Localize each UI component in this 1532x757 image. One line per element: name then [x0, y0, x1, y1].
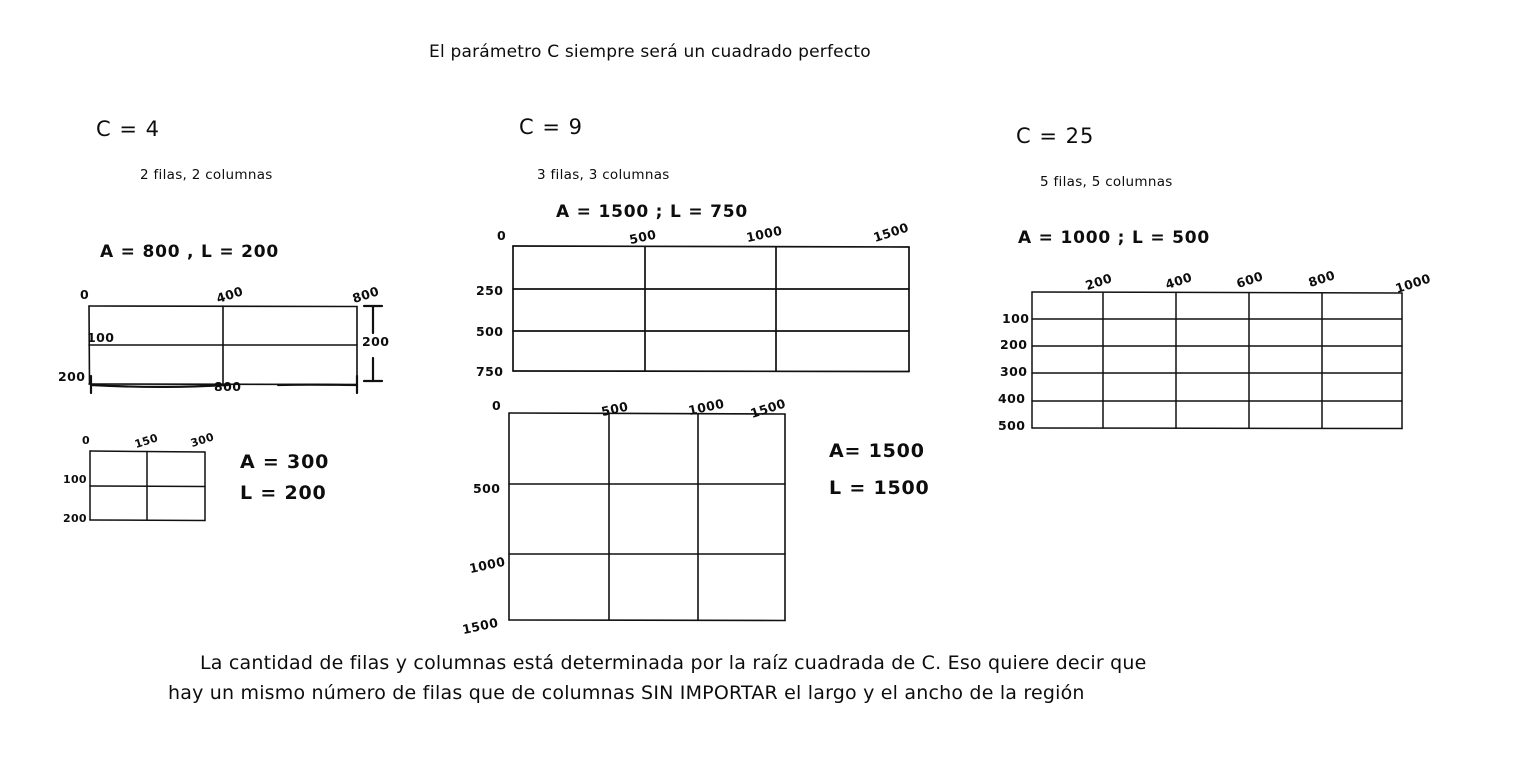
case-title-c25: C = 25 — [1016, 124, 1095, 148]
c4-ex2-ytick-2: 200 — [63, 512, 87, 525]
c4-ex1-xtick-2: 800 — [350, 283, 381, 306]
c9-ex2-xtick-1: 500 — [599, 398, 630, 419]
c25-ex1-dimensions-label: A = 1000 ; L = 500 — [1018, 228, 1210, 248]
grid-c25-example1 — [1031, 291, 1403, 431]
case-subtitle-c25: 5 filas, 5 columnas — [1040, 174, 1173, 190]
footer-line-1: La cantidad de filas y columnas está determinada por la raíz cuadrada de C. Eso quiere decir que — [200, 652, 1147, 674]
c4-ex2-xtick-1: 150 — [132, 431, 160, 451]
c4-ex1-dimensions-label: A = 800 , L = 200 — [100, 242, 280, 262]
case-title-c9: C = 9 — [519, 115, 583, 139]
c25-ex1-xtick-4: 800 — [1306, 267, 1337, 290]
c9-ex2-label-a: A= 1500 — [829, 440, 925, 462]
c4-ex1-ytick-2: 200 — [58, 369, 86, 384]
c25-ex1-xtick-2: 400 — [1163, 269, 1194, 292]
c9-ex2-xtick-2: 1000 — [686, 395, 726, 418]
c9-ex2-ytick-3: 1500 — [460, 614, 500, 637]
c4-ex2-label-a: A = 300 — [240, 451, 330, 473]
c4-ex1-xtick-1: 400 — [214, 283, 245, 306]
c25-ex1-ytick-2: 200 — [1000, 337, 1028, 352]
c9-ex2-ytick-2: 1000 — [467, 553, 507, 576]
c4-ex2-ytick-1: 100 — [63, 473, 87, 486]
c25-ex1-ytick-1: 100 — [1002, 311, 1030, 326]
case-subtitle-c4: 2 filas, 2 columnas — [140, 167, 273, 183]
case-title-c4: C = 4 — [96, 117, 160, 141]
c4-ex2-label-l: L = 200 — [240, 482, 327, 504]
c4-ex1-width-label: 800 — [214, 379, 242, 394]
grid-c4-example2 — [89, 450, 206, 522]
c9-ex1-xtick-2: 1000 — [744, 222, 784, 245]
case-subtitle-c9: 3 filas, 3 columnas — [537, 167, 670, 183]
c4-ex1-ytick-1: 100 — [87, 330, 115, 345]
grid-c9-example2 — [508, 412, 786, 622]
c9-ex1-xtick-1: 500 — [627, 226, 658, 247]
c9-ex1-xtick-0: 0 — [497, 228, 507, 243]
c25-ex1-ytick-3: 300 — [1000, 364, 1028, 379]
c9-ex2-label-l: L = 1500 — [829, 477, 930, 499]
footer-line-2: hay un mismo número de filas que de columnas SIN IMPORTAR el largo y el ancho de la región — [168, 682, 1085, 704]
c9-ex2-ytick-1: 500 — [473, 481, 501, 496]
c9-ex1-ytick-2: 500 — [476, 324, 504, 339]
c25-ex1-xtick-3: 600 — [1234, 268, 1265, 291]
c9-ex1-ytick-1: 250 — [476, 283, 504, 298]
c9-ex2-xtick-0: 0 — [492, 398, 502, 413]
c4-ex2-xtick-2: 300 — [188, 430, 216, 450]
c25-ex1-xtick-1: 200 — [1083, 270, 1114, 293]
grid-c9-example1 — [512, 245, 910, 373]
c4-ex2-xtick-0: 0 — [82, 434, 90, 447]
c9-ex2-xtick-3: 1500 — [748, 395, 788, 421]
c4-ex1-height-label: 200 — [362, 334, 390, 349]
c4-ex1-xtick-0: 0 — [80, 287, 90, 302]
page-title: El parámetro C siempre será un cuadrado perfecto — [429, 42, 871, 62]
c25-ex1-ytick-4: 400 — [998, 391, 1026, 406]
c9-ex1-ytick-3: 750 — [476, 364, 504, 379]
c25-ex1-xtick-5: 1000 — [1393, 270, 1433, 296]
c9-ex1-dimensions-label: A = 1500 ; L = 750 — [556, 202, 748, 222]
c9-ex1-xtick-3: 1500 — [871, 219, 911, 245]
c25-ex1-ytick-5: 500 — [998, 418, 1026, 433]
